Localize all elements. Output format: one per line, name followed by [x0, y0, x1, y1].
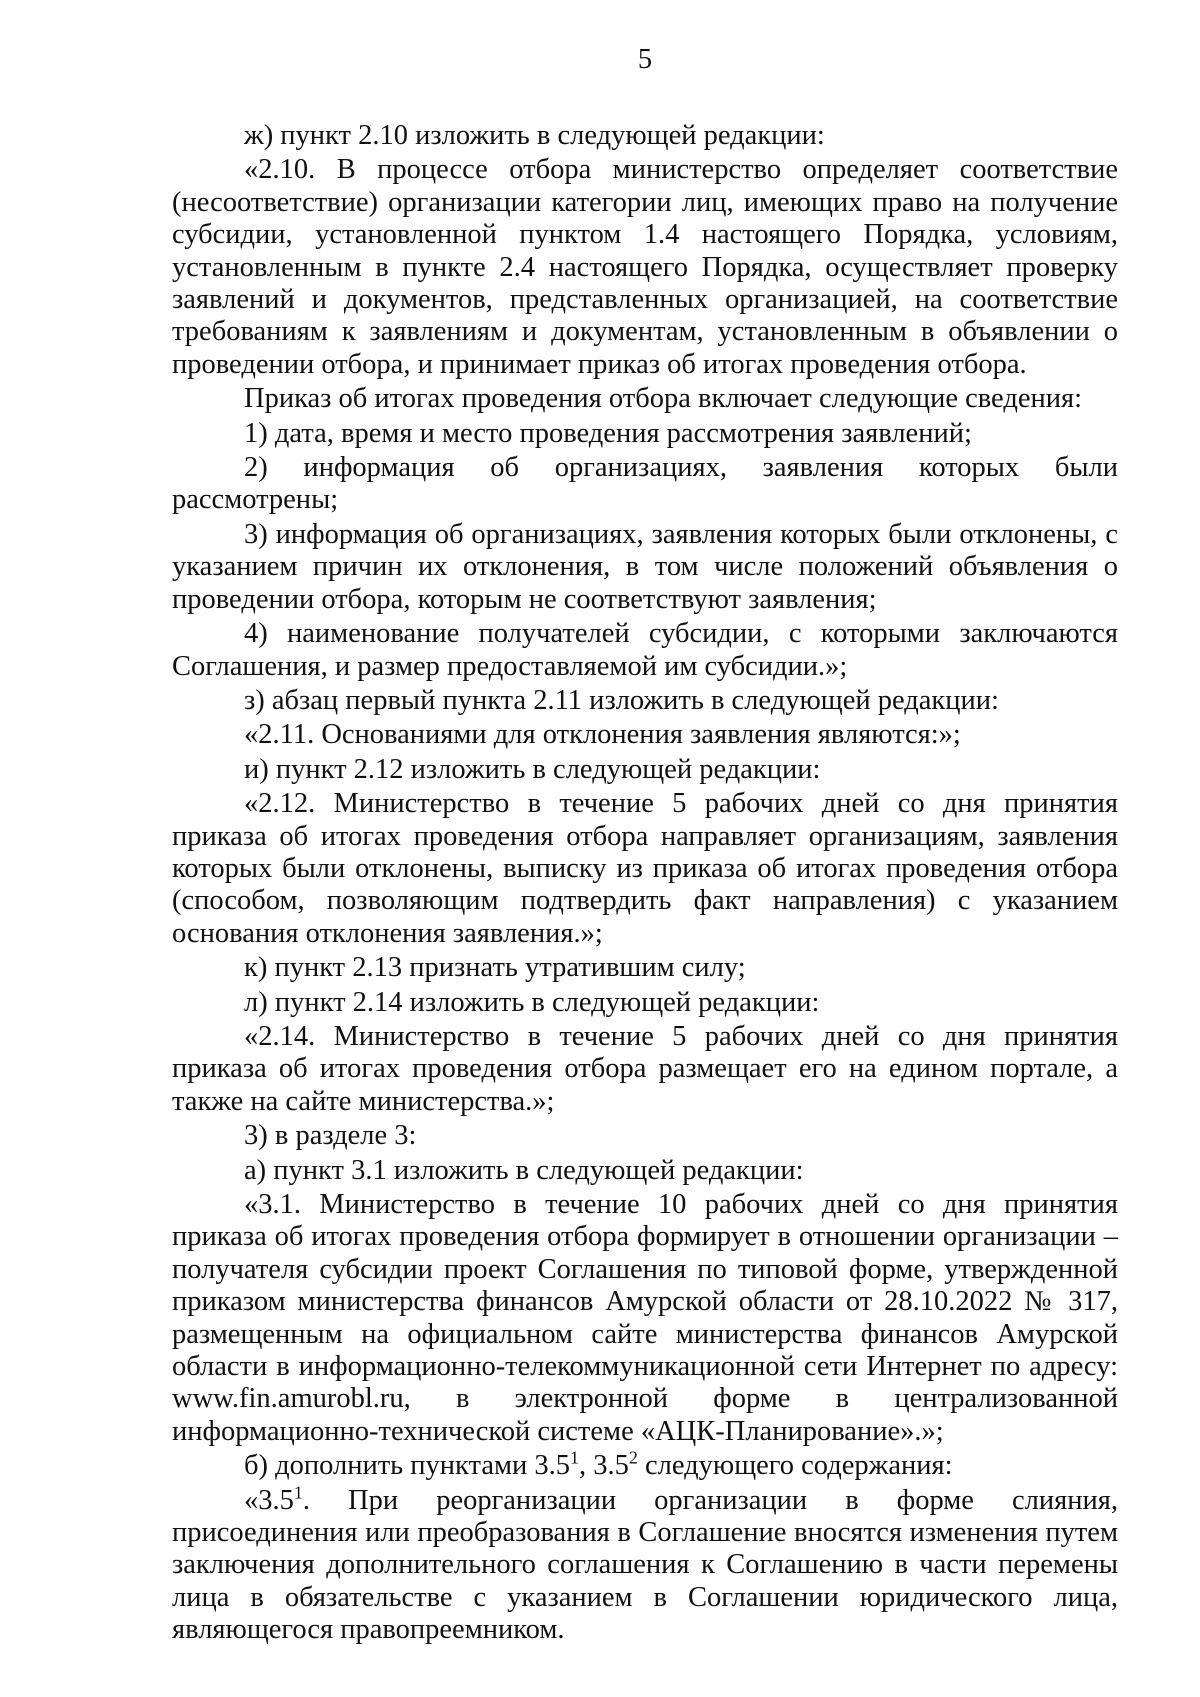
document-body — [172, 120, 1118, 1647]
paragraph-amend-2-14: л) пункт 2.14 изложить в следующей редакции: — [244, 986, 820, 1018]
paragraph-amend-2-12: и) пункт 2.12 изложить в следующей редакции: — [244, 753, 821, 785]
paragraph-2-11-text: «2.11. Основаниями для отклонения заявления являются:»; — [244, 719, 961, 751]
paragraph-3-1-text: «3.1. Министерство в течение 10 рабочих дней со дня принятия приказа об итогах проведения отбора формирует в отношении организации – получателя субсидии проект Соглашения по типовой форме, утвержденной приказом министерства финансов Амурской области от 28.10.2022 № 317, размещенным на официальном сайте министерства финансов Амурской области в информационно-телекоммуникационной сети Интернет по адресу: www.fin.amurobl.ru, в электронной форме в централизованной информационно-технической системе «АЦК-Планирование».»; — [172, 1189, 1118, 1447]
list-item-2: 2) информация об организациях, заявления которых были рассмотрены; — [172, 452, 1118, 516]
paragraph-2-10-text: «2.10. В процессе отбора министерство определяет соответствие (несоответствие) организации категории лиц, имеющих право на получение субсидии, установленной пунктом 1.4 настоящего Порядка, условиям, установленным в пункте 2.4 настоящего Порядка, осуществляет проверку заявлений и документов, представленных организацией, на соответствие требованиям к заявлениям и документам, установленным в объявлении о проведении отбора, и принимает приказ об итогах проведения отбора. — [172, 154, 1118, 380]
add-3-5-text-b: , 3.5 — [579, 1450, 629, 1482]
list-item-4: 4) наименование получателей субсидии, с которыми заключаются Соглашения, и размер предоставляемой им субсидии.»; — [172, 618, 1118, 682]
add-3-5-text-a: б) дополнить пунктами 3.5 — [244, 1450, 571, 1482]
list-item-1: 1) дата, время и место проведения рассмотрения заявлений; — [244, 417, 972, 449]
paragraph-amend-2-11: з) абзац первый пункта 2.11 изложить в следующей редакции: — [244, 684, 999, 716]
paragraph-section-3: 3) в разделе 3: — [244, 1120, 417, 1152]
p-3-5-1-text-a: «3.5 — [244, 1484, 294, 1516]
superscript-1: 1 — [293, 1482, 303, 1503]
paragraph-amend-2-10: ж) пункт 2.10 изложить в следующей редакции: — [244, 120, 825, 151]
add-3-5-text-c: следующего содержания: — [637, 1450, 953, 1482]
paragraph-order-contents: Приказ об итогах проведения отбора включает следующие сведения: — [244, 383, 1083, 415]
paragraph-2-13: к) пункт 2.13 признать утратившим силу; — [244, 952, 746, 984]
paragraph-amend-3-1: а) пункт 3.1 изложить в следующей редакции: — [244, 1154, 804, 1186]
paragraph-2-12-text: «2.12. Министерство в течение 5 рабочих дней со дня принятия приказа об итогах проведения отбора направляет организациям, заявления которых были отклонены, выписку из приказа об итогах проведения отбора (способом, позволяющим подтвердить факт направления) с указанием основания отклонения заявления.»; — [172, 788, 1118, 949]
page-number: 5 — [637, 44, 653, 75]
paragraph-add-3-5 — [172, 1447, 1118, 1482]
superscript-2: 2 — [628, 1447, 638, 1468]
superscript-1: 1 — [570, 1447, 580, 1468]
p-3-5-1-text-b: . При реорганизации организации в форме слияния, присоединения или преобразования в Соглашение вносятся изменения путем заключения дополнительного соглашения к Соглашению в части перемены лица в обязательстве с указанием в Соглашении юридического лица, являющегося правопреемником. — [172, 1484, 1118, 1646]
paragraph-3-5-1-text — [172, 1482, 1118, 1647]
paragraph-2-14-text: «2.14. Министерство в течение 5 рабочих дней со дня принятия приказа об итогах проведения отбора размещает его на едином портале, а также на сайте министерства.»; — [172, 1020, 1118, 1117]
list-item-3: 3) информация об организациях, заявления которых были отклонены, с указанием причин их отклонения, в том числе положений объявления о проведении отбора, которым не соответствуют заявления; — [172, 518, 1118, 615]
